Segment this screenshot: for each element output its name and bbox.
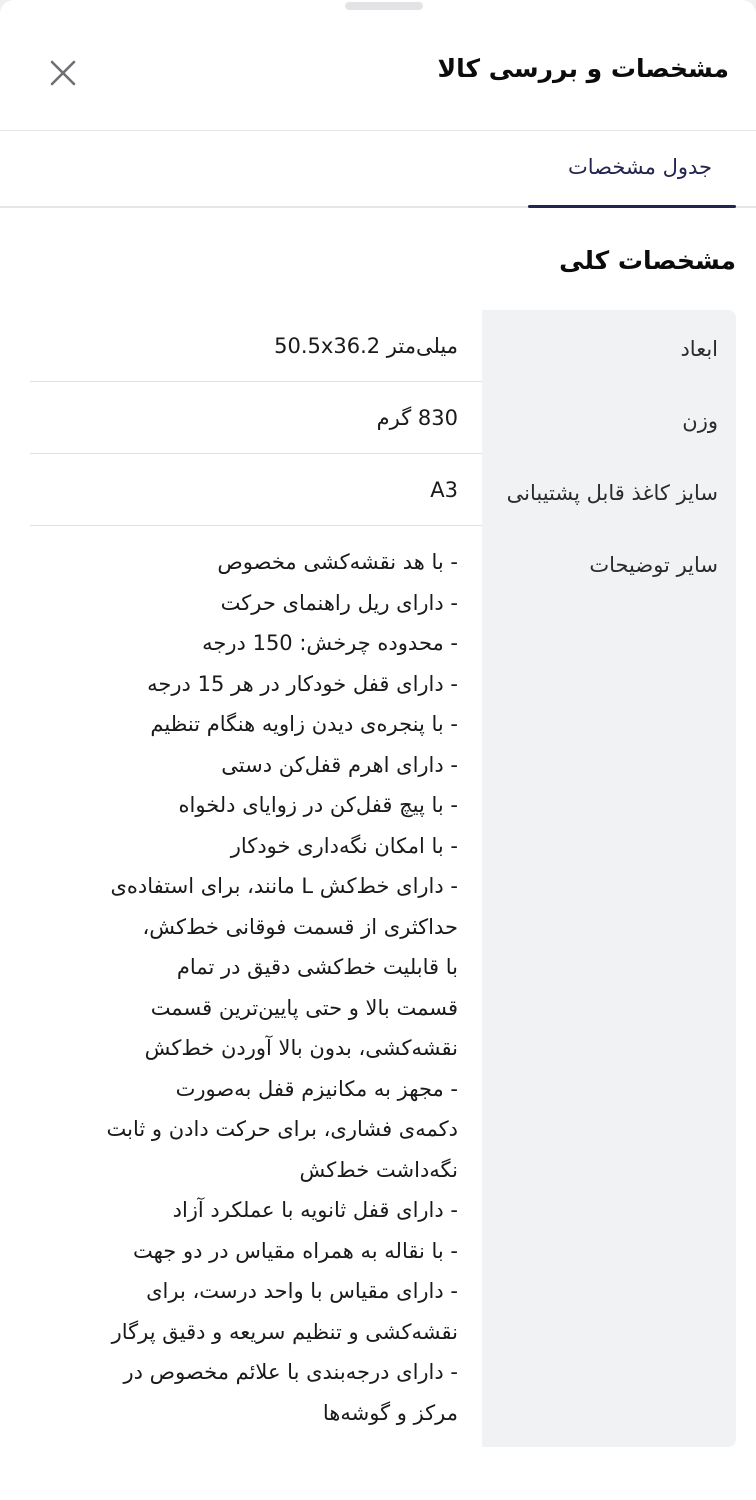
spec-value-line: - مجهز به مکانیزم قفل به‌صورت	[175, 1076, 458, 1101]
spec-row	[30, 526, 736, 1447]
spec-value-line: - با نقاله به همراه مقیاس در دو جهت	[133, 1238, 458, 1263]
spec-key: وزن	[482, 382, 736, 454]
spec-row	[30, 382, 736, 454]
spec-value-line: - با پنجره‌ی دیدن زاویه هنگام تنظیم	[150, 712, 458, 736]
close-icon	[49, 59, 77, 87]
active-tab-indicator	[528, 205, 736, 208]
spec-value	[30, 526, 482, 1447]
sheet-title: مشخصات و بررسی کالا	[437, 54, 729, 83]
spec-value-line: - دارای مقیاس با واحد درست، برای	[146, 1279, 458, 1303]
spec-value-line: با قابلیت خط‌کشی دقیق در تمام	[176, 955, 458, 979]
spec-value-line: نگه‌داشت خط‌کش	[299, 1157, 458, 1182]
tab-bar	[0, 131, 756, 208]
spec-value-line: نقشه‌کشی و تنظیم سریعه و دقیق پرگار	[111, 1319, 458, 1344]
spec-value-line: قسمت بالا و حتی پایین‌ترین قسمت	[150, 995, 458, 1020]
spec-value-line: - دارای ریل راهنمای حرکت	[220, 590, 458, 615]
spec-value-line: حداکثری از قسمت فوقانی خط‌کش،	[142, 914, 458, 939]
spec-key: سایز کاغذ قابل پشتیبانی	[482, 454, 736, 526]
spec-value-line: - دارای قفل ثانویه با عملکرد آزاد	[172, 1198, 458, 1222]
close-button[interactable]	[44, 54, 82, 92]
spec-value-line: نقشه‌کشی، بدون بالا آوردن خط‌کش	[144, 1036, 458, 1060]
spec-value-line: A3	[430, 478, 458, 502]
spec-value-line: - دارای درجه‌بندی با علائم مخصوص در	[123, 1360, 458, 1384]
spec-value-line: میلی‌متر 50.5x36.2	[274, 334, 458, 358]
spec-value-line: 830 گرم	[376, 406, 458, 430]
spec-row	[30, 454, 736, 526]
spec-table	[30, 310, 736, 1447]
spec-value-line: - دارای خط‌کش L مانند، برای استفاده‌ی	[110, 874, 458, 898]
tab-label: جدول مشخصات	[568, 155, 712, 179]
spec-key: سایر توضیحات	[482, 526, 736, 1447]
spec-value-line: - با امکان نگه‌داری خودکار	[230, 833, 458, 858]
spec-value	[30, 382, 482, 454]
spec-value-line: - با هد نقشه‌کشی مخصوص	[217, 550, 458, 574]
spec-value-line: مرکز و گوشه‌ها	[322, 1400, 458, 1425]
tab-specs-table[interactable]	[528, 131, 736, 206]
spec-value-line: - دارای اهرم قفل‌کن دستی	[221, 752, 458, 777]
spec-value-line: دکمه‌ی فشاری، برای حرکت دادن و ثابت	[106, 1117, 458, 1141]
spec-value-line: - دارای قفل خودکار در هر 15 درجه	[147, 671, 458, 696]
spec-value-line: - با پیچ قفل‌کن در زوایای دلخواه	[178, 793, 458, 817]
spec-value	[30, 454, 482, 526]
sheet-header	[0, 0, 756, 131]
spec-row	[30, 310, 736, 382]
spec-value-line: - محدوده چرخش: 150 درجه	[202, 631, 458, 655]
section-title: مشخصات کلی	[559, 246, 736, 275]
spec-key: ابعاد	[482, 310, 736, 382]
spec-value	[30, 310, 482, 382]
